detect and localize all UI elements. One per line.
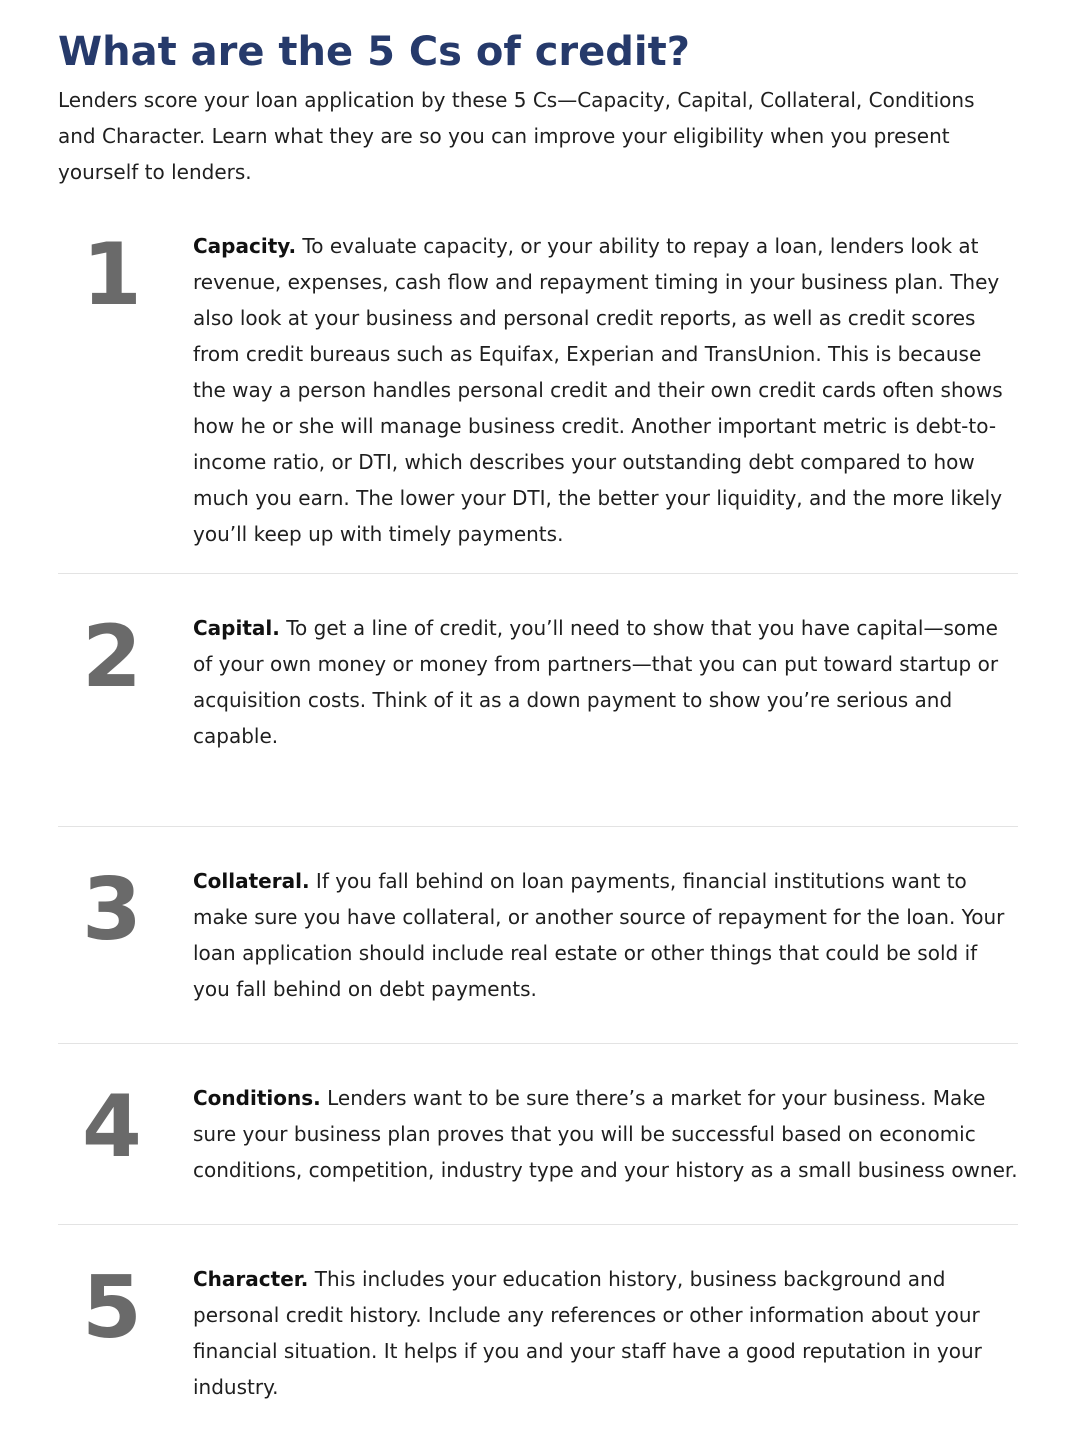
item-body: This includes your education history, business background and personal credit history. Include any references or other information about your financial situation. It helps if you and your staff have a good reputation in your industry. (193, 1267, 982, 1399)
item-description (193, 228, 1018, 552)
item-number: 4 (82, 1077, 142, 1177)
item-term: Capital. (193, 616, 280, 640)
item-number: 2 (82, 607, 142, 707)
item-description (193, 610, 1018, 754)
intro-paragraph: Lenders score your loan application by these 5 Cs—Capacity, Capital, Collateral, Conditions and Character. Learn what they are so you can improve your eligibility when you present yourself to lenders. (58, 88, 975, 184)
item-number: 5 (82, 1258, 142, 1358)
list-item-capital (58, 574, 1018, 827)
item-term: Conditions. (193, 1086, 321, 1110)
item-body: To evaluate capacity, or your ability to repay a loan, lenders look at revenue, expenses, cash flow and repayment timing in your business plan. They also look at your business and personal credit reports, as well as credit scores from credit bureaus such as Equifax, Experian and TransUnion. This is because the way a person handles personal credit and their own credit cards often shows how he or she will manage business credit. Another important metric is debt-to-income ratio, or DTI, which describes your outstanding debt compared to how much you earn. The lower your DTI, the better your liquidity, and the more likely you’ll keep up with timely payments. (193, 234, 1003, 546)
five-cs-list (58, 225, 1018, 1441)
item-term: Character. (193, 1267, 309, 1291)
list-item-capacity (58, 225, 1018, 574)
list-item-character (58, 1225, 1018, 1441)
item-description (193, 863, 1018, 1007)
item-term: Capacity. (193, 234, 297, 258)
item-number: 1 (82, 225, 142, 325)
item-body: If you fall behind on loan payments, financial institutions want to make sure you have collateral, or another source of repayment for the loan. Your loan application should include real estate or other things that could be sold if you fall behind on debt payments. (193, 869, 1005, 1001)
item-description (193, 1261, 1018, 1405)
page-title: What are the 5 Cs of credit? (58, 29, 690, 75)
item-body: Lenders want to be sure there’s a market for your business. Make sure your business plan proves that you will be successful based on economic conditions, competition, industry type and your history as a small business owner. (193, 1086, 1018, 1182)
list-item-collateral (58, 827, 1018, 1044)
item-term: Collateral. (193, 869, 310, 893)
list-item-conditions (58, 1044, 1018, 1225)
item-body: To get a line of credit, you’ll need to show that you have capital—some of your own money or money from partners—that you can put toward startup or acquisition costs. Think of it as a down payment to show you’re serious and capable. (193, 616, 999, 748)
item-description (193, 1080, 1018, 1188)
item-number: 3 (82, 860, 142, 960)
